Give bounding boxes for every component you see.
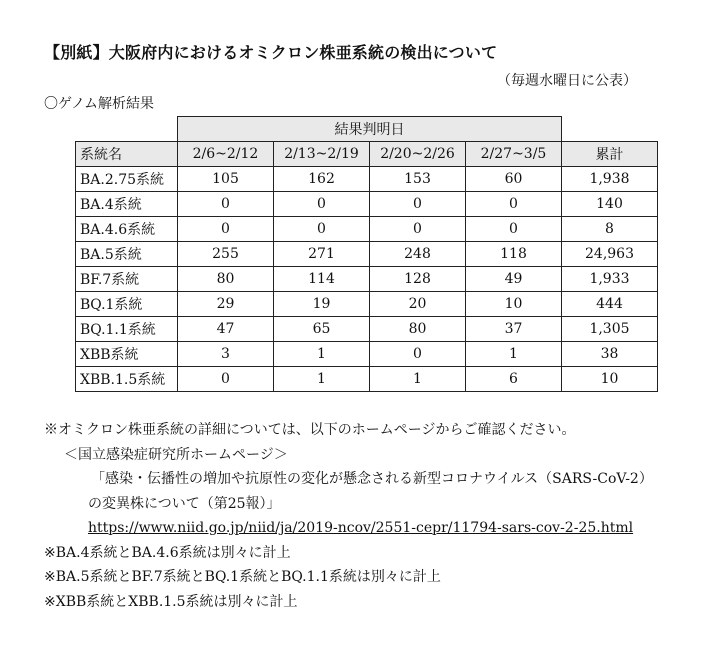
niid-site-name: ＜国立感染症研究所ホームページ＞ xyxy=(64,446,288,463)
count-cell: 80 xyxy=(178,267,274,292)
count-cell: 118 xyxy=(466,242,562,267)
count-cell: 49 xyxy=(466,267,562,292)
table-row xyxy=(76,367,658,392)
table-row xyxy=(76,292,658,317)
count-cell: 153 xyxy=(370,167,466,192)
table-total-blank xyxy=(562,117,658,142)
lineage-name: BA.2.75系統 xyxy=(76,167,178,192)
total-cell: 1,933 xyxy=(562,267,658,292)
total-cell: 1,305 xyxy=(562,317,658,342)
table-row xyxy=(76,342,658,367)
total-cell: 24,963 xyxy=(562,242,658,267)
lineage-name: BA.5系統 xyxy=(76,242,178,267)
table-corner-blank xyxy=(76,117,178,142)
lineage-name: BQ.1.1系統 xyxy=(76,317,178,342)
total-column-header: 累計 xyxy=(562,142,658,167)
count-cell: 1 xyxy=(370,367,466,392)
count-cell: 255 xyxy=(178,242,274,267)
count-cell: 29 xyxy=(178,292,274,317)
total-cell: 444 xyxy=(562,292,658,317)
lineage-name: XBB.1.5系統 xyxy=(76,367,178,392)
count-cell: 10 xyxy=(466,292,562,317)
notes-section xyxy=(44,418,653,614)
count-cell: 105 xyxy=(178,167,274,192)
footnote-ba4: ※BA.4系統とBA.4.6系統は別々に計上 xyxy=(44,544,291,561)
article-title-line1: 「感染・伝播性の増加や抗原性の変化が懸念される新型コロナウイルス（SARS-CoV-2） xyxy=(91,471,653,487)
document-title: 【別紙】大阪府内におけるオミクロン株亜系統の検出について xyxy=(44,43,498,62)
lineage-name: XBB系統 xyxy=(76,342,178,367)
footnote-xbb: ※XBB系統とXBB.1.5系統は別々に計上 xyxy=(44,593,298,610)
count-cell: 0 xyxy=(370,192,466,217)
count-cell: 114 xyxy=(274,267,370,292)
count-cell: 1 xyxy=(274,342,370,367)
total-cell: 140 xyxy=(562,192,658,217)
count-cell: 65 xyxy=(274,317,370,342)
table-header-row xyxy=(76,142,658,167)
count-cell: 80 xyxy=(370,317,466,342)
period-column-header: 2/13~2/19 xyxy=(274,142,370,167)
count-cell: 0 xyxy=(274,192,370,217)
count-cell: 19 xyxy=(274,292,370,317)
table-group-header-row xyxy=(76,117,658,142)
count-cell: 0 xyxy=(178,192,274,217)
total-cell: 1,938 xyxy=(562,167,658,192)
period-column-header: 2/6~2/12 xyxy=(178,142,274,167)
count-cell: 0 xyxy=(370,217,466,242)
total-cell: 38 xyxy=(562,342,658,367)
count-cell: 248 xyxy=(370,242,466,267)
count-cell: 0 xyxy=(274,217,370,242)
count-cell: 0 xyxy=(178,217,274,242)
count-cell: 0 xyxy=(178,367,274,392)
table-row xyxy=(76,267,658,292)
table-row xyxy=(76,317,658,342)
count-cell: 0 xyxy=(370,342,466,367)
section-heading: 〇ゲノム解析結果 xyxy=(44,96,155,112)
table-row xyxy=(76,217,658,242)
count-cell: 271 xyxy=(274,242,370,267)
count-cell: 162 xyxy=(274,167,370,192)
niid-article-link[interactable]: https://www.niid.go.jp/niid/ja/2019-ncov/2551-cepr/11794-sars-cov-2-25.html xyxy=(88,520,634,536)
lineage-name: BF.7系統 xyxy=(76,267,178,292)
count-cell: 0 xyxy=(466,217,562,242)
count-cell: 128 xyxy=(370,267,466,292)
count-cell: 47 xyxy=(178,317,274,342)
table-row xyxy=(76,167,658,192)
total-cell: 8 xyxy=(562,217,658,242)
count-cell: 37 xyxy=(466,317,562,342)
count-cell: 3 xyxy=(178,342,274,367)
detail-note: ※オミクロン株亜系統の詳細については、以下のホームページからご確認ください。 xyxy=(44,422,576,438)
count-cell: 0 xyxy=(466,192,562,217)
table-row xyxy=(76,192,658,217)
article-title-line2: の変異株について（第25報）」 xyxy=(88,495,281,512)
count-cell: 6 xyxy=(466,367,562,392)
lineage-column-header: 系統名 xyxy=(76,142,178,167)
publication-note: （毎週水曜日に公表） xyxy=(497,73,637,89)
period-column-header: 2/27~3/5 xyxy=(466,142,562,167)
lineage-name: BA.4.6系統 xyxy=(76,217,178,242)
total-cell: 10 xyxy=(562,367,658,392)
period-column-header: 2/20~2/26 xyxy=(370,142,466,167)
count-cell: 1 xyxy=(466,342,562,367)
count-cell: 20 xyxy=(370,292,466,317)
count-cell: 60 xyxy=(466,167,562,192)
genome-results-table xyxy=(75,116,658,392)
count-cell: 1 xyxy=(274,367,370,392)
footnote-ba5: ※BA.5系統とBF.7系統とBQ.1系統とBQ.1.1系統は別々に計上 xyxy=(44,569,441,585)
lineage-name: BQ.1系統 xyxy=(76,292,178,317)
table-row xyxy=(76,242,658,267)
lineage-name: BA.4系統 xyxy=(76,192,178,217)
result-date-group-header: 結果判明日 xyxy=(178,117,562,142)
